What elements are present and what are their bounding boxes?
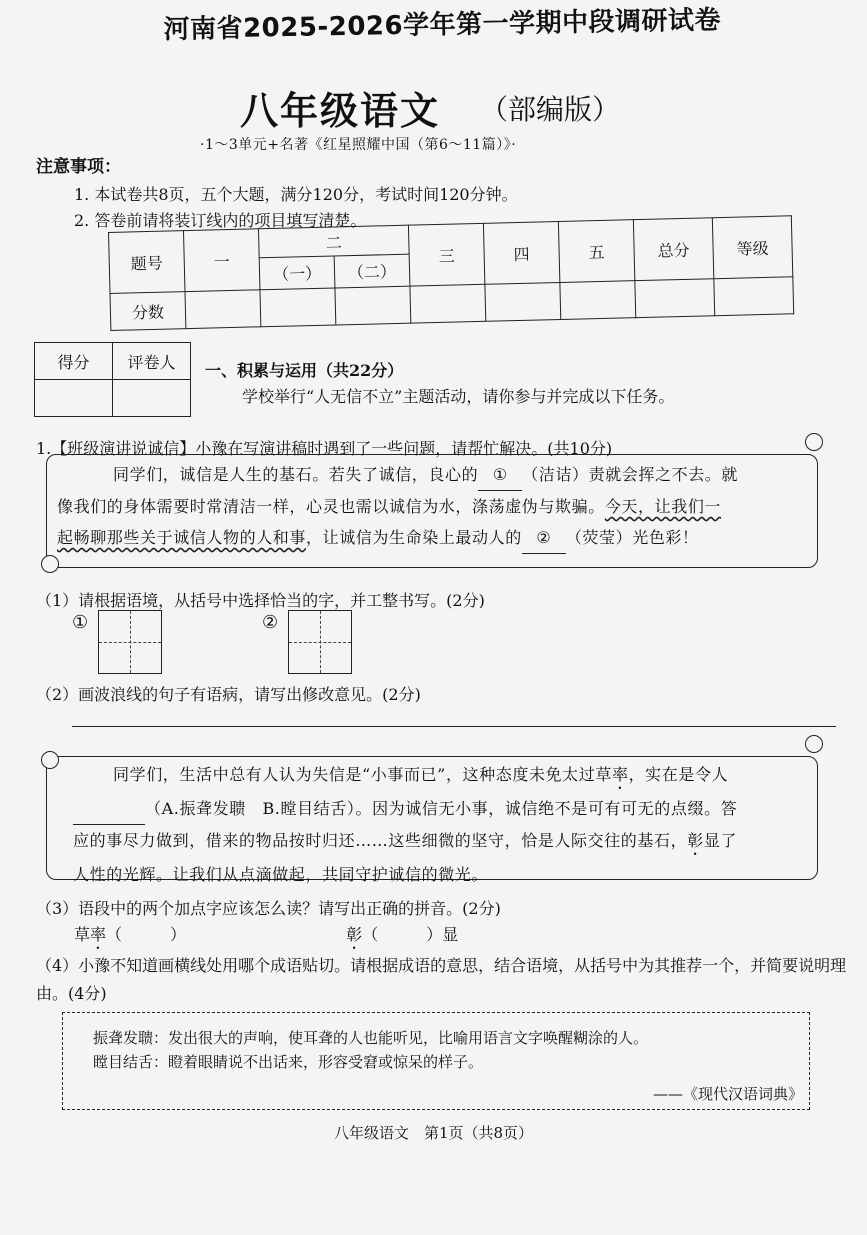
question-1-title: 1.【班级演讲说诚信】小豫在写演讲稿时遇到了一些问题，请帮忙解决。(共10分) <box>36 439 613 458</box>
exam-scope: ·1～3单元+名著《红星照耀中国（第6～11篇）》· <box>200 137 517 153</box>
score-cell[interactable] <box>714 277 794 316</box>
exam-edition: （部编版） <box>480 93 621 126</box>
box-label-2: ② <box>262 612 279 633</box>
passage-line <box>73 459 807 491</box>
score-table-col: 四 <box>483 221 559 284</box>
scroll-curl-icon <box>805 433 823 451</box>
exam-subject-title: 八年级语文 <box>240 89 441 133</box>
score-table-col: 五 <box>558 220 634 283</box>
passage-line: 人性的光辉。让我们从点滴做起，共同守护诚信的微光。 <box>73 865 489 884</box>
sub-question-1: （1）请根据语境，从括号中选择恰当的字，并工整书写。(2分) <box>36 591 485 610</box>
passage-scroll-2 <box>46 756 818 884</box>
score-cell[interactable] <box>185 290 261 329</box>
score-cell[interactable] <box>485 282 561 321</box>
dictionary-source: ——《现代汉语词典》 <box>652 1085 803 1103</box>
pinyin-blank-2[interactable]: （ ）显 <box>362 925 459 944</box>
dotted-char: 率 <box>611 765 629 784</box>
score-table-col: 三 <box>408 223 484 286</box>
score-cell[interactable] <box>335 286 411 325</box>
passage-line <box>57 522 807 554</box>
section-intro: 学校举行“人无信不立”主题活动，请你参与并完成以下任务。 <box>242 387 675 406</box>
score-table-col: 一 <box>183 229 259 292</box>
passage-text: 同学们，生活中总有人认为失信是“小事而已”，这种态度未免太过草 <box>113 765 612 784</box>
score-table-subcol: （二） <box>334 255 410 288</box>
answer-box-2[interactable] <box>288 610 352 674</box>
passage-text: 应的事尽力做到，借来的物品按时归还……这些细微的坚守，恰是人际交往的基石， <box>73 831 688 850</box>
pinyin-blank-1[interactable]: （ ） <box>106 925 187 944</box>
dotted-char: 彰 <box>687 831 704 850</box>
section-title: 一、积累与运用（共22分） <box>205 361 404 380</box>
score-cell[interactable] <box>560 281 636 320</box>
score-table <box>108 215 794 331</box>
passage-text: 像我们的身体需要时常清洁一样，心灵也需以诚信为水，涤荡虚伪与欺骗。 <box>57 497 605 516</box>
grader-reviewer-label: 评卷人 <box>113 343 191 380</box>
grader-score-label: 得分 <box>35 343 113 380</box>
passage-line <box>57 491 807 522</box>
score-table-col: 等级 <box>712 216 792 279</box>
passage-text: ，实在是令人 <box>628 765 729 784</box>
dictionary-definition: 振聋发聩：发出很大的声响，使耳聋的人也能听见，比喻用语言文字唤醒糊涂的人。 <box>93 1029 649 1047</box>
answer-box-1[interactable] <box>98 610 162 674</box>
wavy-sentence: 今天，让我们一 <box>604 497 722 516</box>
sub-question-4: （4）小豫不知道画横线处用哪个成语贴切。请根据成语的意思，结合语境，从括号中为其推荐一个，并简要说明理由。(4分) <box>36 956 847 1003</box>
dotted-char: 彰 <box>346 925 363 944</box>
scroll-curl-icon <box>805 735 823 753</box>
score-cell[interactable] <box>410 284 486 323</box>
sub-question-3: （3）语段中的两个加点字应该怎么读？请写出正确的拼音。(2分) <box>36 899 501 918</box>
passage-text: （洁诘）责就会挥之不去。就 <box>522 465 739 484</box>
idiom-blank[interactable] <box>73 793 145 825</box>
grader-reviewer-cell[interactable] <box>113 380 191 417</box>
score-table-col: 总分 <box>633 218 713 281</box>
passage-scroll-1 <box>46 454 818 568</box>
dictionary-box <box>62 1012 810 1110</box>
fill-blank-1[interactable]: ① <box>478 459 522 491</box>
passage-line <box>73 825 807 859</box>
notice-heading: 注意事项： <box>36 157 121 177</box>
notice-item: 1. 本试卷共8页，五个大题，满分120分，考试时间120分钟。 <box>74 185 518 204</box>
score-table-subcol: （一） <box>259 256 335 289</box>
passage-text: 同学们，诚信是人生的基石。若失了诚信，良心的 <box>113 465 479 484</box>
dictionary-definition: 瞠目结舌：瞪着眼睛说不出话来，形容受窘或惊呆的样子。 <box>93 1053 484 1071</box>
sub-question-2: （2）画波浪线的句子有语病，请写出修改意见。(2分) <box>36 685 421 704</box>
score-table-col: 二 <box>258 225 409 258</box>
passage-text: （荧莹）光色彩！ <box>565 528 699 547</box>
fill-blank-2[interactable]: ② <box>522 522 566 554</box>
passage-text: ，让诚信为生命染上最动人的 <box>306 528 522 547</box>
passage-text: 显了 <box>703 831 738 850</box>
page-footer: 八年级语文 第1页（共8页） <box>333 1124 534 1142</box>
score-table-row-label: 分数 <box>110 292 186 331</box>
notice-item: 2. 答卷前请将装订线内的项目填写清楚。 <box>74 211 367 230</box>
scroll-curl-icon <box>41 555 59 573</box>
answer-line[interactable] <box>72 726 836 727</box>
pinyin-answers <box>74 922 574 953</box>
grader-score-cell[interactable] <box>35 380 113 417</box>
exam-header-title: 河南省2025-2026学年第一学期中段调研试卷 <box>163 5 722 46</box>
scroll-curl-icon <box>41 751 59 769</box>
box-label-1: ① <box>72 612 89 633</box>
dotted-char: 率 <box>90 925 107 944</box>
score-cell[interactable] <box>260 288 336 327</box>
score-cell[interactable] <box>635 279 715 318</box>
wavy-sentence: 起畅聊那些关于诚信人物的人和事 <box>57 528 307 547</box>
passage-line <box>73 793 807 825</box>
score-table-header-label: 题号 <box>109 231 185 294</box>
pinyin-word: 草 <box>74 925 91 944</box>
grader-table <box>34 342 191 417</box>
passage-line <box>73 759 807 793</box>
passage-text: （A.振聋发聩 B.瞠目结舌）。因为诚信无小事，诚信绝不是可有可无的点缀。答 <box>145 799 738 818</box>
